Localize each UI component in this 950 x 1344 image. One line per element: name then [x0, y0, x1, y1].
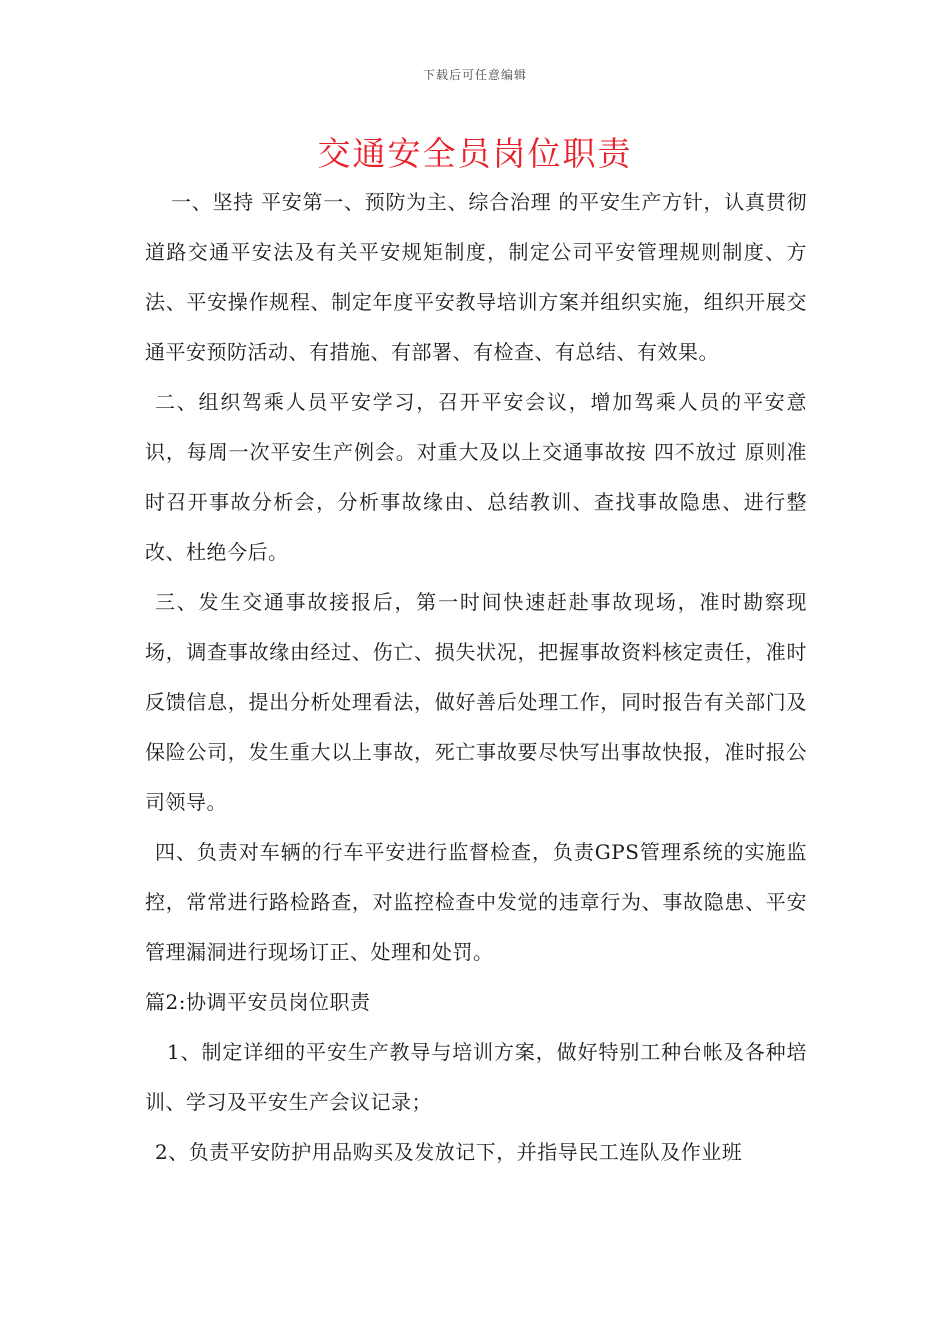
document-body [145, 177, 807, 1177]
document-title: 交通安全员岗位职责 [317, 134, 633, 173]
paragraph-2: 二、组织驾乘人员平安学习，召开平安会议，增加驾乘人员的平安意识，每周一次平安生产例会。对重大及以上交通事故按 四不放过 原则准时召开事故分析会，分析事故缘由、总结教训、查找事故隐患、进行整改、杜绝今后。 [145, 390, 807, 564]
paragraph-5: 1、制定详细的平安生产教导与培训方案，做好特别工种台帐及各种培训、学习及平安生产会议记录； [145, 1040, 807, 1114]
paragraph-4: 四、负责对车辆的行车平安进行监督检查，负责GPS管理系统的实施监控，常常进行路检路查，对监控检查中发觉的违章行为、事故隐患、平安管理漏洞进行现场订正、处理和处罚。 [145, 840, 807, 964]
section-heading: 篇2:协调平安员岗位职责 [145, 990, 371, 1014]
paragraph-1: 一、坚持 平安第一、预防为主、综合治理 的平安生产方针，认真贯彻道路交通平安法及有关平安规矩制度，制定公司平安管理规则制度、方法、平安操作规程、制定年度平安教导培训方案并组织实施，组织开展交通平安预防活动、有措施、有部署、有检查、有总结、有效果。 [145, 190, 807, 364]
paragraph-6: 2、负责平安防护用品购买及发放记下，并指导民工连队及作业班 [155, 1140, 743, 1164]
header-note: 下载后可任意编辑 [422, 68, 527, 82]
paragraph-3: 三、发生交通事故接报后，第一时间快速赶赴事故现场，准时勘察现场，调查事故缘由经过、伤亡、损失状况，把握事故资料核定责任，准时反馈信息，提出分析处理看法，做好善后处理工作，同时报告有关部门及保险公司，发生重大以上事故，死亡事故要尽快写出事故快报，准时报公司领导。 [145, 590, 807, 814]
